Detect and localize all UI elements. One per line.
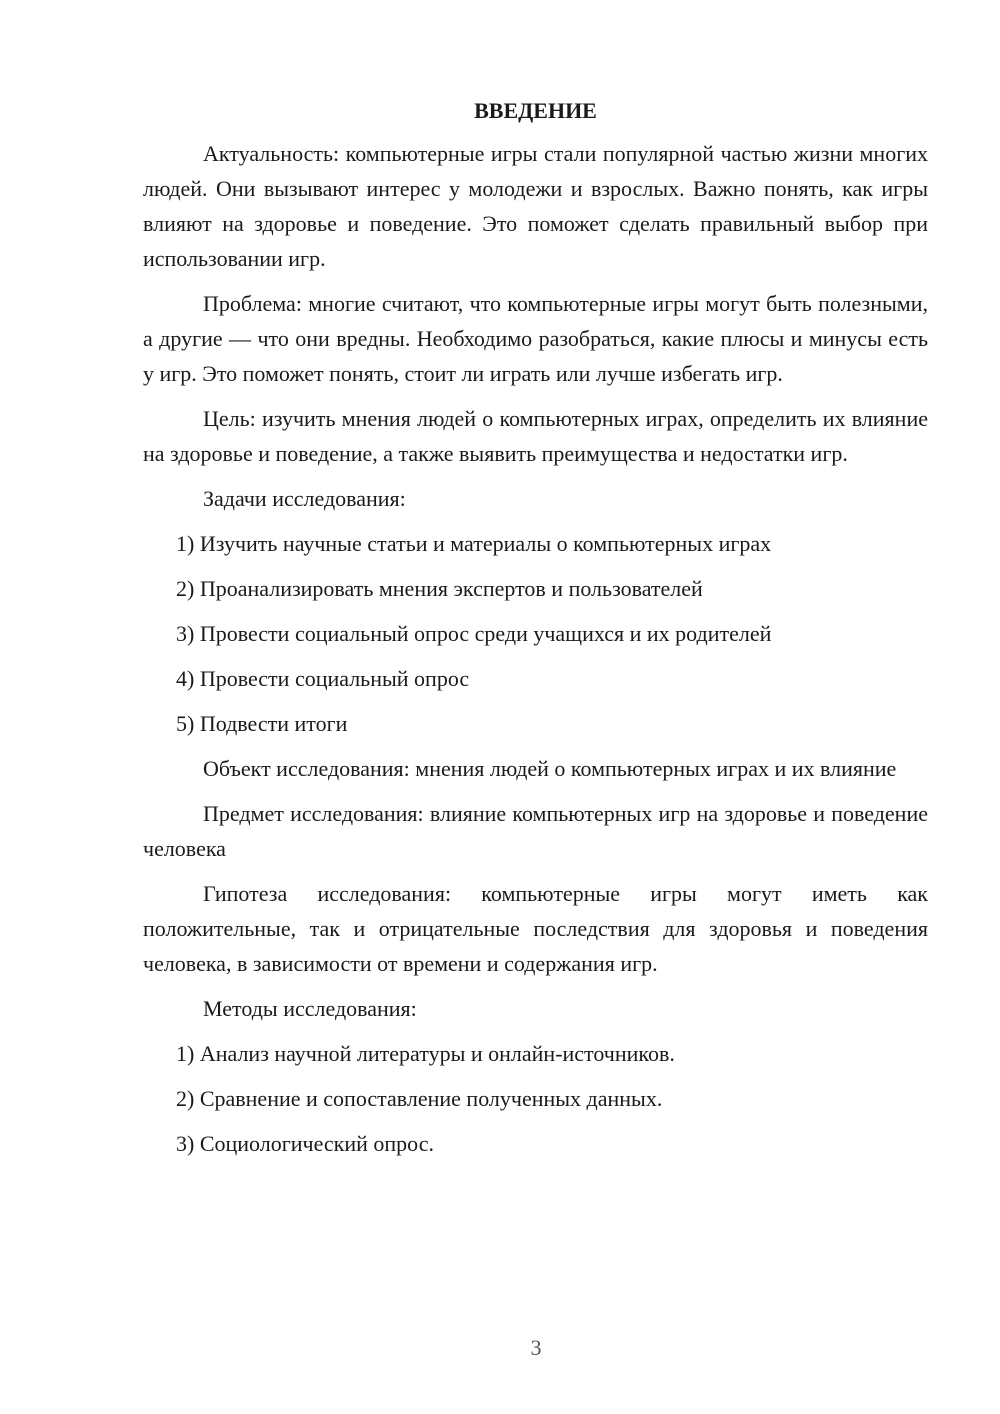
problem-paragraph: Проблема: многие считают, что компьютерные игры могут быть полезными, а другие — что они вредны. Необходимо разобраться, какие плюсы и минусы есть у игр. Это поможет понять, стоит ли играть или лучше избегать игр. [143,291,928,386]
list-item: 4) Провести социальный опрос [176,666,470,691]
list-item: 3) Провести социальный опрос среди учащихся и их родителей [176,621,772,646]
list-item: 2) Сравнение и сопоставление полученных данных. [176,1086,663,1111]
goal-paragraph: Цель: изучить мнения людей о компьютерных играх, определить их влияние на здоровье и поведение, а также выявить преимущества и недостатки игр. [143,406,928,466]
list-item: 1) Изучить научные статьи и материалы о компьютерных играх [176,531,772,556]
list-item: 3) Социологический опрос. [176,1131,434,1156]
hypothesis-paragraph: Гипотеза исследования: компьютерные игры могут иметь как положительные, так и отрицательные последствия для здоровья и поведения человека, в зависимости от времени и содержания игр. [143,881,928,976]
list-item: 2) Проанализировать мнения экспертов и пользователей [176,576,703,601]
page-title: ВВЕДЕНИЕ [474,98,597,123]
tasks-list [143,526,928,741]
methods-list [143,1036,928,1161]
object-paragraph: Объект исследования: мнения людей о компьютерных играх и их влияние [203,756,897,781]
methods-heading: Методы исследования: [203,996,417,1021]
page-content [143,96,928,1171]
page-number: 3 [530,1335,542,1360]
relevance-paragraph: Актуальность: компьютерные игры стали популярной частью жизни многих людей. Они вызывают интерес у молодежи и взрослых. Важно понять, как игры влияют на здоровье и поведение. Это поможет сделать правильный выбор при использовании игр. [143,141,928,271]
list-item: 1) Анализ научной литературы и онлайн-источников. [176,1041,675,1066]
tasks-heading: Задачи исследования: [203,486,406,511]
subject-paragraph: Предмет исследования: влияние компьютерных игр на здоровье и поведение человека [143,801,928,861]
list-item: 5) Подвести итоги [176,711,348,736]
